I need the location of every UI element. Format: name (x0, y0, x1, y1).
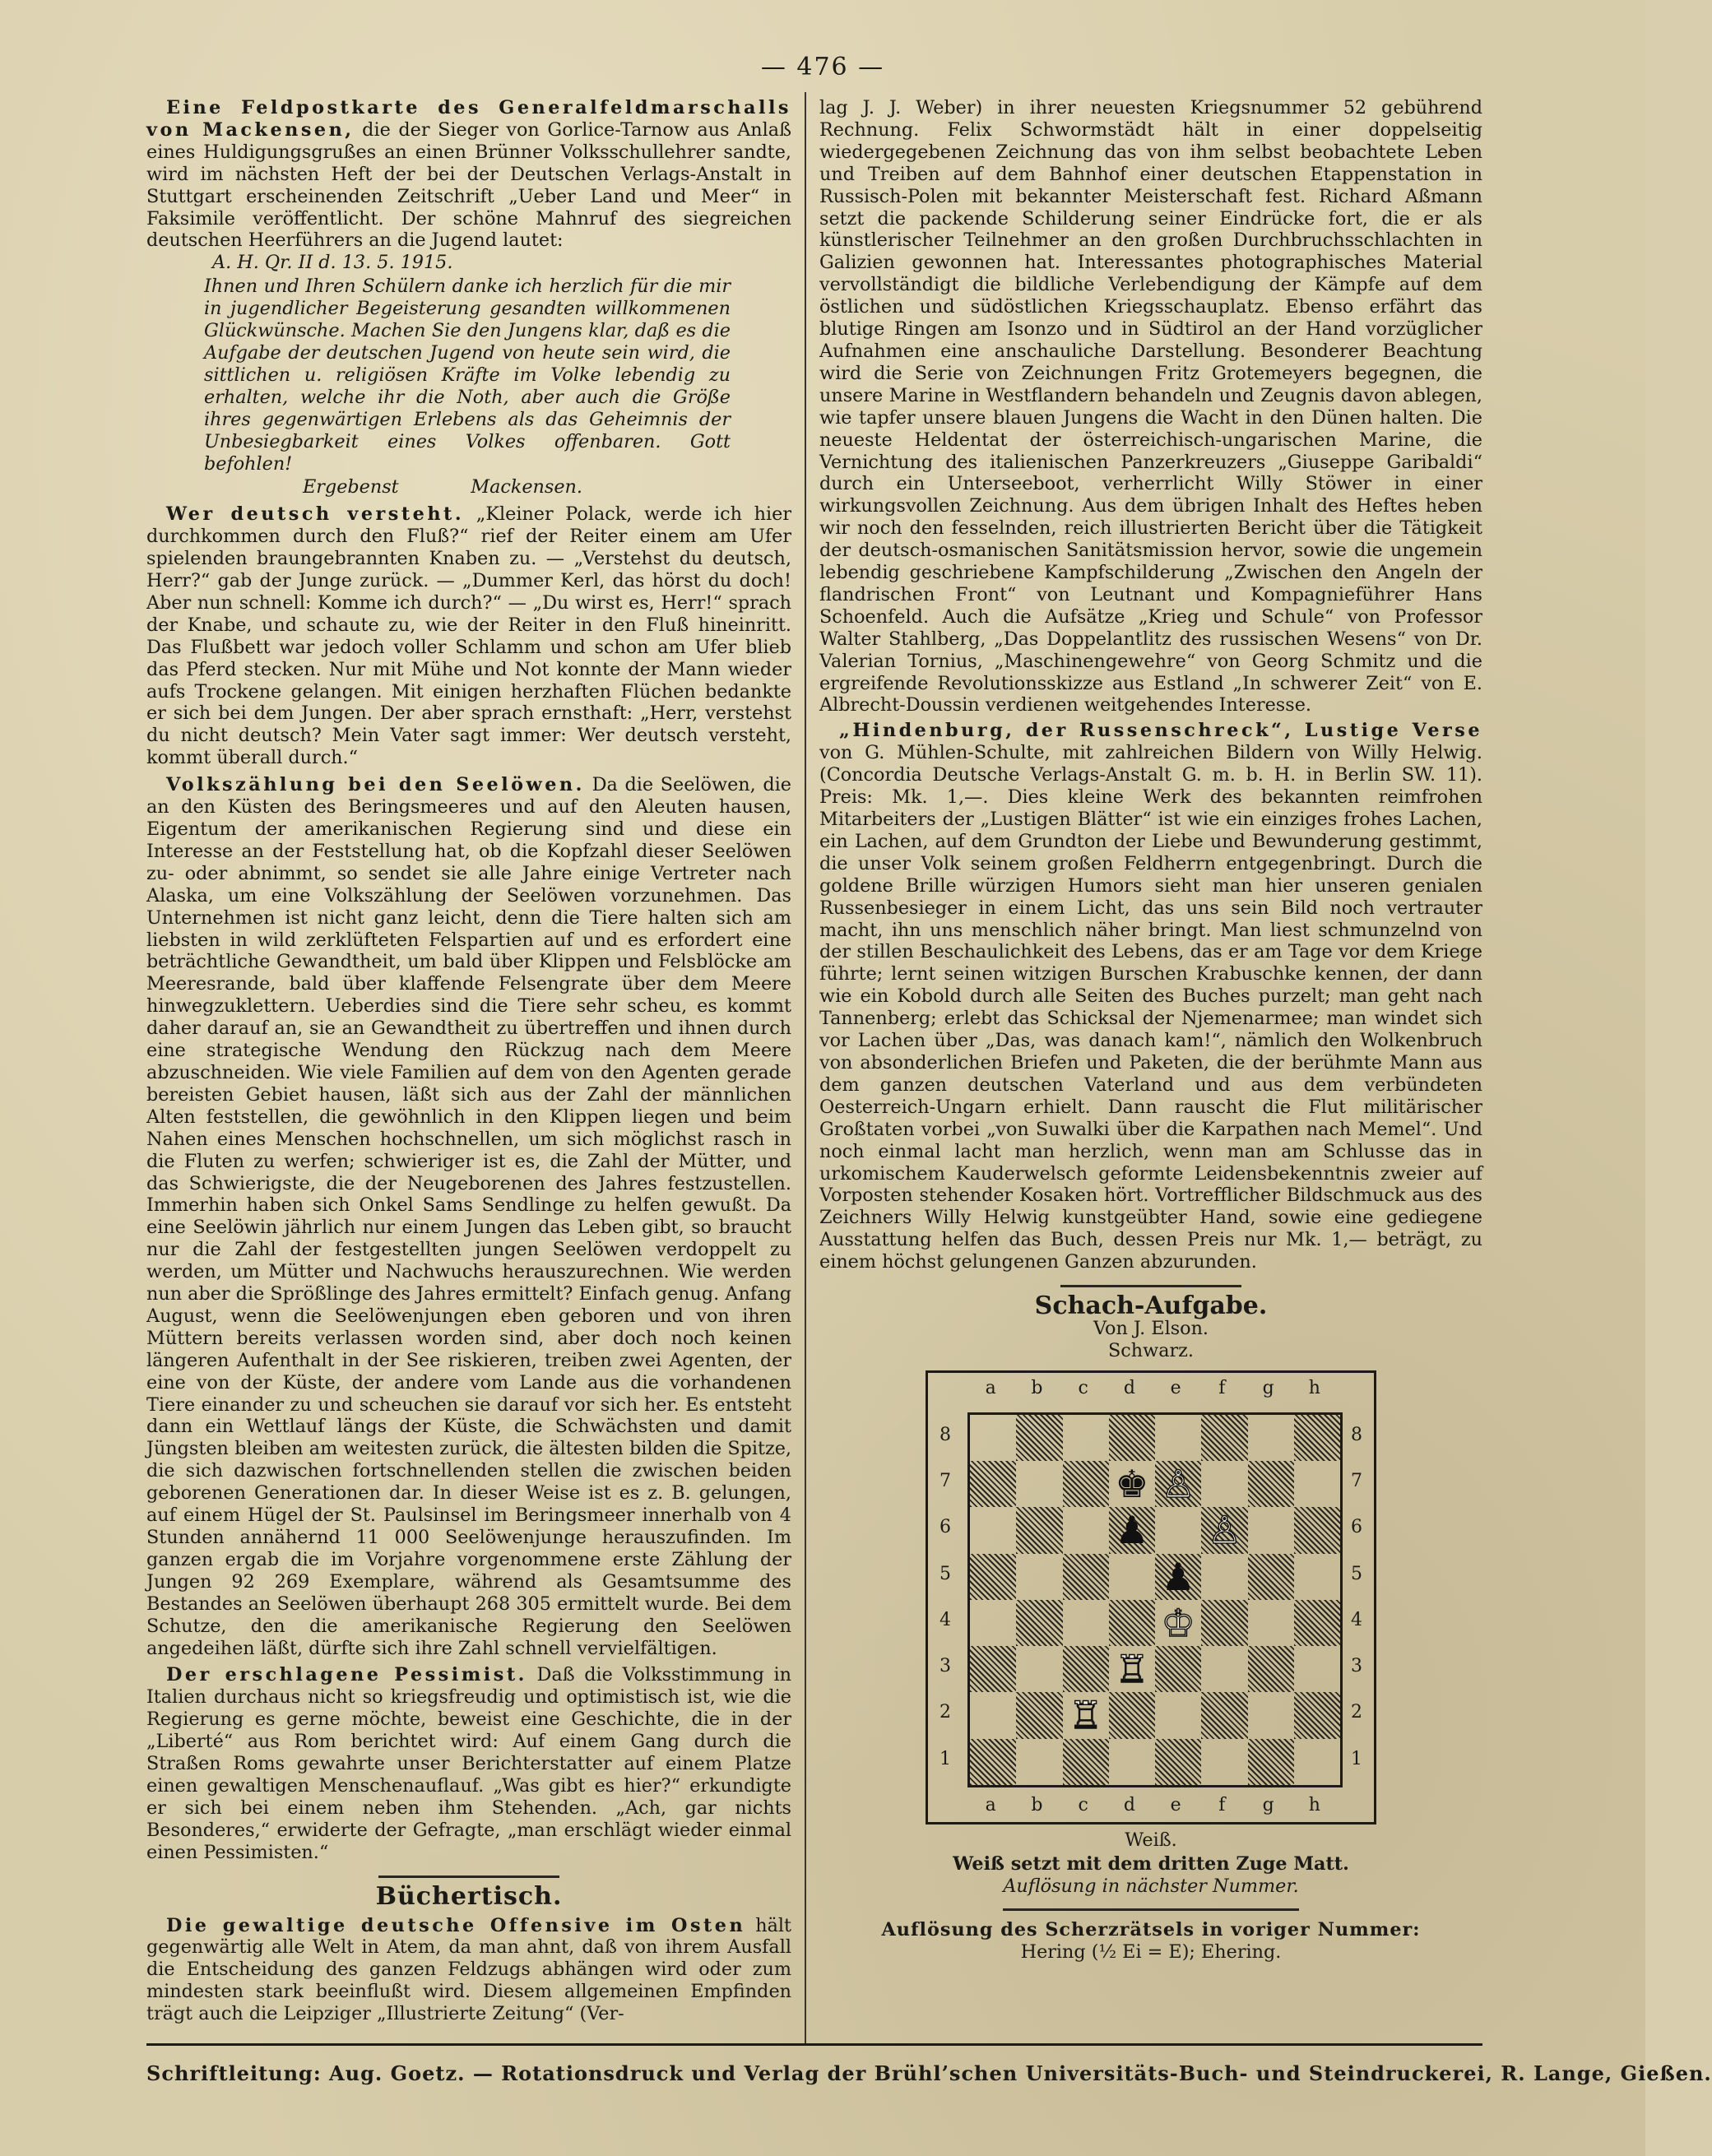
chess-board-frame (926, 1370, 1376, 1824)
square-h1 (1294, 1739, 1340, 1785)
board-rank-label-1: 1 (1351, 1748, 1362, 1769)
square-e3 (1155, 1646, 1201, 1692)
riddle-heading (819, 1919, 1482, 1941)
chess-heading: Schach-Aufgabe. (1034, 1291, 1268, 1321)
square-c5 (1063, 1554, 1109, 1600)
letter-signature (303, 476, 582, 498)
square-f3 (1201, 1646, 1247, 1692)
board-rank-label-7: 7 (1351, 1471, 1362, 1491)
board-rank-label-6: 6 (940, 1517, 951, 1538)
square-g4 (1248, 1600, 1294, 1646)
chess-author: Von J. Elson. (1093, 1317, 1209, 1339)
board-file-label-a: a (985, 1794, 996, 1815)
chess-board (967, 1412, 1343, 1787)
imprint-footer: Schriftleitung: Aug. Goetz. — Rotationsdruck und Verlag der Brühl’schen Universitäts-Buch- und Steindruckerei, R. Lange, Gießen. (146, 2061, 1712, 2085)
board-file-label-d: d (1123, 1377, 1135, 1398)
board-rank-labels-left (940, 1412, 951, 1783)
square-a3 (970, 1646, 1016, 1692)
left-column (146, 97, 791, 2025)
square-a8 (970, 1415, 1016, 1461)
chess-white-label: Weiß. (1125, 1829, 1177, 1851)
square-g8 (1248, 1415, 1294, 1461)
square-d8 (1109, 1415, 1155, 1461)
article-text: die der Sieger von Gorlice-Tarnow aus Anlaß eines Huldigungsgrußes an einen Brünner Volksschullehrer sandte, wird im nächsten Heft der bei der Deutschen Verlags-Anstalt in Stuttgart erscheinenden Zeitschrift „Ueber Land und Meer“ in Faksimile veröffentlicht. Der schöne Mahnruf des siegreichen deutschen Heerführers an die Jugend lautet: (146, 118, 791, 252)
riddle-answer: Hering (½ Ei = E); Ehering. (1020, 1941, 1282, 1964)
square-b8 (1016, 1415, 1062, 1461)
board-rank-label-2: 2 (940, 1702, 951, 1723)
square-h4 (1294, 1600, 1340, 1646)
board-file-label-e: e (1170, 1794, 1181, 1815)
board-file-label-g: g (1262, 1377, 1274, 1398)
square-d7 (1109, 1461, 1155, 1507)
chess-solution-note: Auflösung in nächster Nummer. (1003, 1875, 1299, 1897)
article-title: Wer deutsch versteht. (166, 503, 465, 526)
square-c2 (1063, 1692, 1109, 1738)
square-g5 (1248, 1554, 1294, 1600)
board-rank-label-7: 7 (940, 1471, 951, 1491)
board-rank-label-3: 3 (940, 1656, 951, 1676)
board-file-label-f: f (1218, 1794, 1226, 1815)
article-wer-deutsch-versteht (146, 503, 791, 769)
square-c7 (1063, 1461, 1109, 1507)
article-title: Eine Feldpostkarte des Generalfeldmarschalls von Mackensen, (146, 97, 791, 141)
square-f7 (1201, 1461, 1247, 1507)
board-rank-labels-right (1351, 1412, 1362, 1783)
board-file-label-f: f (1218, 1377, 1226, 1398)
square-b7 (1016, 1461, 1062, 1507)
square-e7 (1155, 1461, 1201, 1507)
square-e1 (1155, 1739, 1201, 1785)
square-g7 (1248, 1461, 1294, 1507)
board-rank-label-2: 2 (1351, 1702, 1362, 1723)
black-pawn-d6: ♟ (1115, 1508, 1149, 1553)
square-g2 (1248, 1692, 1294, 1738)
square-f4 (1201, 1600, 1247, 1646)
square-g3 (1248, 1646, 1294, 1692)
letter-text: Ihnen und Ihren Schülern danke ich herzlich für die mir in jugendlicher Begeisterung gesandten willkommenen Glückwünsche. Machen Sie den Jungens klar, daß es die Aufgabe der deutschen Jugend von heute sein wird, die sittlichen u. religiösen Kräfte im Volke lebendig zu erhalten, welche ihr die Noth, aber auch die Größe ihres gegenwärtigen Erlebens als das Geheimnis der Unbesiegbarkeit eines Volkes offenbaren. Gott befohlen! (204, 276, 731, 475)
column-divider (805, 92, 806, 2043)
white-rook-c2: ♖ (1069, 1693, 1103, 1738)
board-rank-label-6: 6 (1351, 1517, 1362, 1538)
board-file-label-e: e (1170, 1377, 1181, 1398)
article-offensive-osten (146, 1915, 791, 2026)
chess-black-label: Schwarz. (1108, 1339, 1194, 1361)
square-e6 (1155, 1507, 1201, 1553)
board-rank-label-1: 1 (940, 1748, 951, 1769)
board-rank-label-4: 4 (940, 1609, 951, 1630)
square-b6 (1016, 1507, 1062, 1553)
article-text: Da die Seelöwen, die an den Küsten des Beringsmeeres und auf den Aleuten hausen, Eigentum der amerikanischen Regierung sind und diese ein Interesse an der Feststellung hat, ob die Kopfzahl dieser Seelöwen zu- oder abnimmt, so sendet sie alle Jahre einige Vertreter nach Alaska, um eine Volkszählung der Seelöwen vorzunehmen. Das Unternehmen ist nicht ganz leicht, denn die Tiere halten sich am liebsten in wild zerklüfteten Felspartien auf und es erfordert eine beträchtliche Gewandtheit, um bald über Klippen und Felsblöcke am Meeresrande, bald über klaffende Felsengrate über dem Meere hinwegzuklettern. Ueberdies sind die Tiere sehr scheu, es kommt daher darauf an, sie an Gewandtheit zu übertreffen und ihnen durch eine strategische Wendung den Rückzug nach dem Meere abzuschneiden. Wie viele Familien auf dem von den Agenten gerade bereisten Gebiet hausen, läßt sich aus der Zahl der männlichen Alten feststellen, die gewöhnlich in den Klippen liegen und beim Nahen eines Menschen hochschnellen, um sich möglichst rasch in die Fluten zu werfen; schwieriger ist es, die Zahl der Mütter, und das Schwierigste, die der Neugeborenen des Jahres festzustellen. Immerhin haben sich Onkel Sams Sendlinge zu helfen gewußt. Da eine Seelöwin jährlich nur einem Jungen das Leben gibt, so braucht nur die Zahl der festgestellten jungen Seelöwen verdoppelt zu werden, um Mütter und Nachwuchs herauszurechnen. Wie werden nun aber die Sprößlinge des Jahres ermittelt? Einfach genug. Anfang August, wenn die Seelöwenjungen eben geboren und von ihren Müttern bereits verlassen worden sind, aber doch noch keinen längeren Aufenthalt in der See riskieren, treiben zwei Agenten, der eine von der Küste, der andere vom Lande aus die vorhandenen Tiere einander zu und scheuchen sie darauf vor sich her. Es entsteht dann ein Wettlauf längs der Küste, die Schwächsten und damit Jüngsten bleiben am weitesten zurück, die ältesten bilden die Spitze, die sich dazwischen fortschnellenden stellen die zwischen beiden geborenen Generationen dar. In dieser Weise ist es z. B. gelungen, auf einem Hügel der St. Paulsinsel im Beringsmeer innerhalb von 4 Stunden annähernd 11 000 Seelöwenjunge herauszufinden. Im ganzen ergab die im Vorjahre vorgenommene erste Zählung der Jungen 92 269 Exemplare, während als Gesamtsumme des Bestandes an Seelöwen überhaupt 268 305 ermittelt wurde. Bei dem Schutze, den die amerikanische Regierung den Seelöwen angedeihen läßt, dürfte sich ihre Zahl schnell vervielfältigen. (146, 774, 791, 1659)
board-rank-label-5: 5 (1351, 1563, 1362, 1584)
separator-rule (1003, 1908, 1299, 1911)
square-c4 (1063, 1600, 1109, 1646)
square-h8 (1294, 1415, 1340, 1461)
square-a4 (970, 1600, 1016, 1646)
square-b4 (1016, 1600, 1062, 1646)
square-h7 (1294, 1461, 1340, 1507)
board-file-label-g: g (1262, 1794, 1274, 1815)
article-text: von G. Mühlen-Schulte, mit zahlreichen Bildern von Willy Helwig. (Concordia Deutsche Verlags-Anstalt G. m. b. H. in Berlin SW. 11). Preis: Mk. 1,—. Dies kleine Werk des bekannten reimfrohen Mitarbeiters der „Lustigen Blätter“ ist wie ein einziges frohes Lachen, ein Lachen, auf dem Grundton der Liebe und Bewunderung gestimmt, die unser Volk seinem großen Feldherrn entgegenbringt. Durch die goldene Brille würzigen Humors sieht man hier unseren genialen Russenbesieger in einem Licht, das uns sein Bild noch vertrauter macht, ihn uns menschlich näher bringt. Man liest schmunzelnd von der stillen Beschaulichkeit des Lebens, das er am Tage vor dem Kriege führte; lernt seinen witzigen Burschen Krabuschke kennen, der dann wie ein Kobold durch alle Seiten des Buches purzelt; man geht nach Tannenberg; erlebt das Schicksal der Njemenarmee; man windet sich vor Lachen über „Das, was danach kam!“, nämlich den Wolkenbruch von absonderlichen Briefen und Paketen, die der berühmte Mann aus dem ganzen deutschen Vaterland und aus dem verbündeten Oesterreich-Ungarn erhielt. Dann rauscht die Flut militärischer Großtaten vorbei „von Suwalki über die Karpathen nach Memel“. Und noch einmal lacht man herzlich, wenn man am Schlusse das in urkomischem Kauderwelsch geformte Leidensbekenntnis zweier auf Vorposten stehender Kosaken hört. Vortrefflicher Bildschmuck aus des Zeichners Willy Helwig kunstgeübter Hand, sowie eine gediegene Ausstattung helfen das Buch, dessen Preis nur Mk. 1,— beträgt, zu einem höchst gelungenen Ganzen abzurunden. (819, 742, 1482, 1273)
article-text: hält gegenwärtig alle Welt in Atem, da man ahnt, daß von ihrem Ausfall die Entscheidung des ganzen Feldzugs abhängen wird oder zum mindesten stark beeinflußt wird. Diesem allgemeinen Empfinden trägt auch die Leipziger „Illustrierte Zeitung“ (Ver- (146, 1914, 792, 2025)
footer-rule (146, 2043, 1482, 2046)
article-seeloewen (146, 774, 791, 1659)
article-text: „Kleiner Polack, werde ich hier durchkommen durch den Fluß?“ rief der Reiter einem am Ufer spielenden braungebrannten Knaben zu. — „Verstehst du deutsch, Herr?“ gab der Junge zurück. — „Dummer Kerl, das hörst du doch! Aber nun schnell: Komme ich durch?“ — „Du wirst es, Herr!“ sprach der Knabe, und schaute zu, wie der Reiter in den Fluß hineinritt. Das Flußbett war jedoch voller Schlamm und schon am Ufer blieb das Pferd stecken. Nur mit Mühe und Not konnte der Mann wieder aufs Trockene gelangen. Mit einigen herzhaften Flüchen bedankte er sich bei dem Jungen. Der aber sprach ernsthaft: „Herr, verstehst du nicht deutsch? Mein Vater sagt immer: Wer deutsch versteht, kommt überall durch.“ (146, 503, 791, 769)
board-rank-label-8: 8 (940, 1424, 951, 1445)
board-rank-label-3: 3 (1351, 1656, 1362, 1676)
board-file-labels-bottom (967, 1795, 1338, 1817)
square-g1 (1248, 1739, 1294, 1785)
signature-name: Mackensen. (471, 476, 582, 498)
article-text: Daß die Volksstimmung in Italien durchaus nicht so kriegsfreudig und optimistisch ist, wie die Regierung es gerne möchte, beweist eine Geschichte, die in der „Liberté“ aus Rom berichtet wird: Auf einem Gang durch die Straßen Roms gewahrte unser Berichterstatter auf einem Platze einen gewaltigen Menschenauflauf. „Was gibt es hier?“ erkundigte er sich bei einem neben ihm Stehenden. „Ach, gar nichts Besonderes,“ erwiderte der Gefragte, „man erschlägt wieder einmal einen Pessimisten.“ (146, 1664, 792, 1863)
article-offensive-continued: lag J. J. Weber) in ihrer neuesten Kriegsnummer 52 gebührend Rechnung. Felix Schwormstädt hält in einer doppelseitig wiedergegebenen Zeichnung das von ihm selbst beobachtete Leben und Treiben auf dem Bahnhof einer deutschen Etappenstation in Russisch-Polen mit bekannter Meisterschaft fest. Richard Aßmann setzt die packende Schilderung seiner Eindrücke fort, die er als künstlerischer Teilnehmer an den großen Durchbruchsschlachten in Galizien gewonnen hat. Interessantes photographisches Material vervollständigt die bildliche Verlebendigung der Kämpfe auf dem östlichen und südöstlichen Kriegsschauplatz. Ebenso erfährt das blutige Ringen am Isonzo und in Südtirol an der Hand vorzüglicher Aufnahmen eine anschauliche Darstellung. Besonderer Beachtung wird die Serie von Zeichnungen Fritz Grotemeyers begegnen, die unsere Marine in Westflandern behandeln und Zeugnis davon ablegen, wie tapfer unsere blauen Jungens die Wacht in den Dünen halten. Die neueste Heldentat der österreichisch-ungarischen Marine, die Vernichtung des italienischen Panzerkreuzers „Giuseppe Garibaldi“ durch ein Unterseeboot, verherrlicht Willy Stöwer in einer wirkungsvollen Zeichnung. Aus dem übrigen Inhalt des Heftes heben wir noch den fesselnden, reich illustrierten Bericht über die Tätigkeit der deutsch-osmanischen Sanitätsmission hervor, sowie die ungemein lebendig geschriebene Kampfschilderung „Zwischen den Angeln der flandrischen Front“ von Leutnant und Kompagnieführer Hans Schoenfeld. Auch die Aufsätze „Krieg und Schule“ von Professor Walter Stahlberg, „Das Doppelantlitz des russischen Wesens“ von Dr. Valerian Tornius, „Maschinengewehre“ von Georg Schmitz und die ergreifende Revolutionsskizze aus Estland „In schwerer Zeit“ von E. Albrecht-Doussin verdienen weitgehendes Interesse. (819, 97, 1482, 716)
board-rank-label-5: 5 (940, 1563, 951, 1584)
square-d1 (1109, 1739, 1155, 1785)
separator-rule (378, 1875, 559, 1878)
page-number: — 476 — (760, 53, 885, 81)
square-h5 (1294, 1554, 1340, 1600)
square-a6 (970, 1507, 1016, 1553)
board-file-label-h: h (1308, 1377, 1320, 1398)
square-a5 (970, 1554, 1016, 1600)
black-pawn-e5: ♟ (1161, 1554, 1195, 1599)
board-file-labels-top (967, 1378, 1338, 1400)
square-e2 (1155, 1692, 1201, 1738)
square-d6 (1109, 1507, 1155, 1553)
square-b2 (1016, 1692, 1062, 1738)
square-d5 (1109, 1554, 1155, 1600)
square-e8 (1155, 1415, 1201, 1461)
square-b1 (1016, 1739, 1062, 1785)
article-mackensen-postcard (146, 97, 791, 252)
square-c6 (1063, 1507, 1109, 1553)
right-column (819, 97, 1482, 1964)
article-title: „Hindenburg, der Russenschreck“, Lustige Verse (839, 720, 1482, 742)
board-file-label-a: a (985, 1377, 996, 1398)
square-c3 (1063, 1646, 1109, 1692)
board-rank-label-4: 4 (1351, 1609, 1362, 1630)
square-f2 (1201, 1692, 1247, 1738)
board-file-label-b: b (1031, 1794, 1043, 1815)
separator-rule (1060, 1285, 1241, 1287)
black-king-d7: ♚ (1115, 1462, 1149, 1507)
square-h3 (1294, 1646, 1340, 1692)
square-e4 (1155, 1600, 1201, 1646)
square-f1 (1201, 1739, 1247, 1785)
article-title: Die gewaltige deutsche Offensive im Osten (166, 1914, 746, 1936)
square-a1 (970, 1739, 1016, 1785)
white-king-e4: ♔ (1161, 1600, 1195, 1645)
square-h2 (1294, 1692, 1340, 1738)
chess-task: Weiß setzt mit dem dritten Zuge Matt. (953, 1852, 1349, 1875)
article-title: Volkszählung bei den Seelöwen. (166, 774, 585, 796)
square-b3 (1016, 1646, 1062, 1692)
square-f8 (1201, 1415, 1247, 1461)
square-e5 (1155, 1554, 1201, 1600)
letter-date: A. H. Qr. II d. 13. 5. 1915. (212, 252, 453, 274)
square-a2 (970, 1692, 1016, 1738)
board-file-label-h: h (1308, 1794, 1320, 1815)
square-d4 (1109, 1600, 1155, 1646)
signature-greeting: Ergebenst (303, 476, 399, 498)
white-pawn-f6: ♙ (1207, 1508, 1241, 1553)
square-f6 (1201, 1507, 1247, 1553)
square-d2 (1109, 1692, 1155, 1738)
board-file-label-c: c (1078, 1794, 1088, 1815)
article-hindenburg-book (819, 720, 1482, 1273)
square-g6 (1248, 1507, 1294, 1553)
square-c8 (1063, 1415, 1109, 1461)
section-heading-buechertisch: Büchertisch. (375, 1881, 563, 1911)
board-file-label-c: c (1078, 1377, 1088, 1398)
square-h6 (1294, 1507, 1340, 1553)
square-f5 (1201, 1554, 1247, 1600)
square-b5 (1016, 1554, 1062, 1600)
board-rank-label-8: 8 (1351, 1424, 1362, 1445)
square-a7 (970, 1461, 1016, 1507)
article-title: Der erschlagene Pessimist. (166, 1664, 527, 1686)
board-file-label-d: d (1123, 1794, 1135, 1815)
square-d3 (1109, 1646, 1155, 1692)
white-rook-d3: ♖ (1115, 1647, 1149, 1692)
riddle-heading-text: Auflösung des Scherzrätsels in voriger Nummer: (881, 1919, 1421, 1941)
article-pessimist (146, 1664, 791, 1863)
board-file-label-b: b (1031, 1377, 1043, 1398)
white-pawn-e7: ♙ (1161, 1462, 1195, 1507)
square-c1 (1063, 1739, 1109, 1785)
